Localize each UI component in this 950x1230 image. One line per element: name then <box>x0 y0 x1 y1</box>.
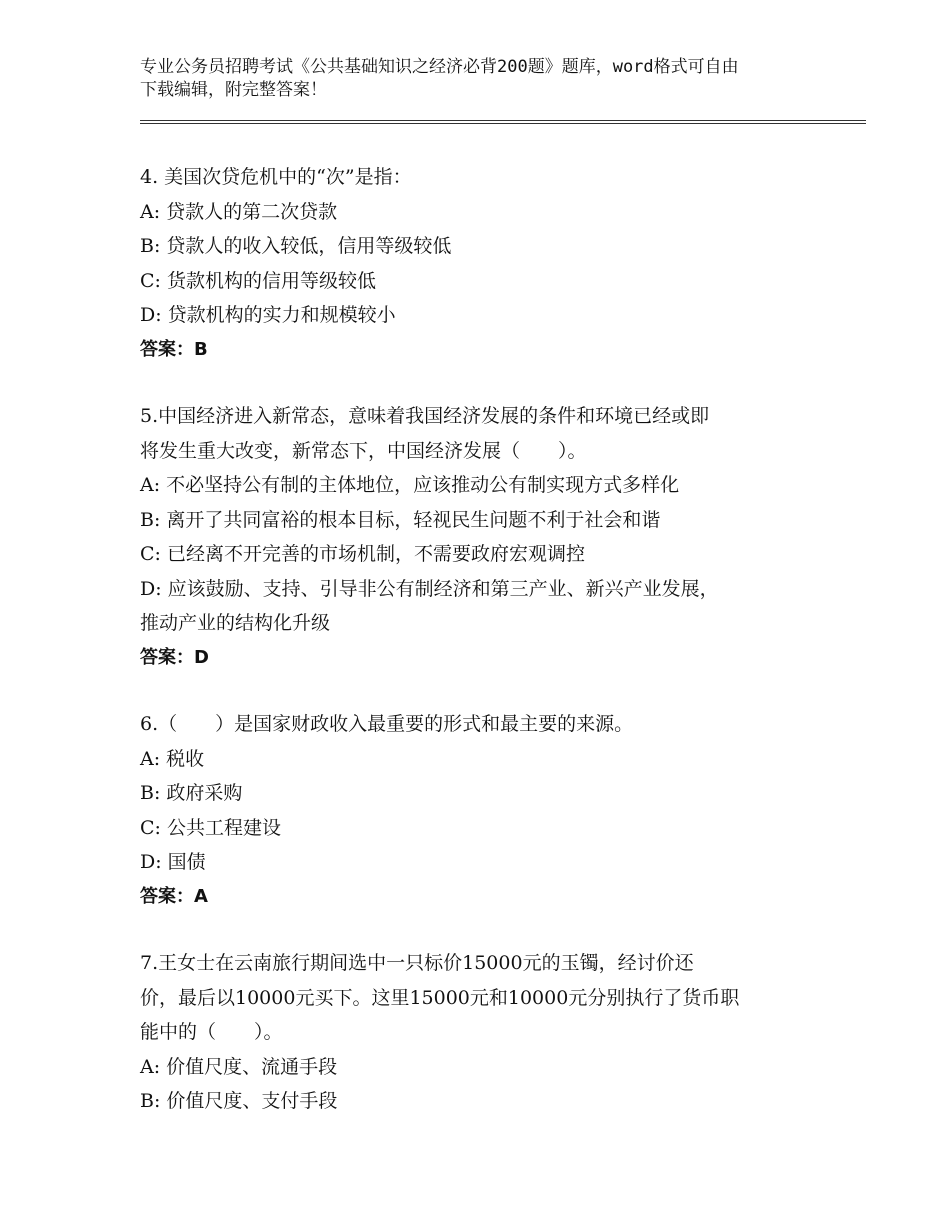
option-a: A: 不必坚持公有制的主体地位，应该推动公有制实现方式多样化 <box>140 474 680 496</box>
question-6 <box>140 707 840 914</box>
option-b: B: 政府采购 <box>140 782 243 804</box>
option-a: A: 贷款人的第二次贷款 <box>140 200 338 223</box>
question-5 <box>140 399 840 675</box>
option-c: C: 已经离不开完善的市场机制，不需要政府宏观调控 <box>140 543 585 565</box>
option-b: B: 离开了共同富裕的根本目标，轻视民生问题不利于社会和谐 <box>140 508 661 531</box>
question-stem-cont: 将发生重大改变，新常态下，中国经济发展（ ）。 <box>140 439 587 462</box>
option-b: B: 贷款人的收入较低，信用等级较低 <box>140 235 452 257</box>
option-d-cont: 推动产业的结构化升级 <box>140 612 331 634</box>
option-a: A: 价值尺度、流通手段 <box>140 1055 338 1078</box>
option-b: B: 价值尺度、支付手段 <box>140 1090 338 1112</box>
header-divider <box>140 120 866 124</box>
option-d: D: 贷款机构的实力和规模较小 <box>140 304 396 326</box>
document-header: 专业公务员招聘考试《公共基础知识之经济必背200题》题库，word格式可自由 下载编辑，附完整答案！ <box>140 57 739 100</box>
question-list <box>140 160 840 1151</box>
question-stem: 6.（ ）是国家财政收入最重要的形式和最主要的来源。 <box>140 713 634 735</box>
option-d: D: 应该鼓励、支持、引导非公有制经济和第三产业、新兴产业发展， <box>140 577 719 600</box>
question-7 <box>140 946 840 1119</box>
option-a: A: 税收 <box>140 747 205 770</box>
question-stem: 5.中国经济进入新常态，意味着我国经济发展的条件和环境已经或即 <box>140 405 710 427</box>
answer-label: 答案：A <box>140 885 208 907</box>
question-stem: 7.王女士在云南旅行期间选中一只标价15000元的玉镯，经讨价还 <box>140 952 694 974</box>
answer-label: 答案：B <box>140 338 208 360</box>
answer-label: 答案：D <box>140 646 209 668</box>
question-stem: 4. 美国次贷危机中的“次”是指： <box>140 166 412 188</box>
question-4 <box>140 160 840 367</box>
question-stem-cont: 价，最后以10000元买下。这里15000元和10000元分别执行了货币职 <box>140 986 740 1009</box>
question-stem-cont: 能中的（ ）。 <box>140 1021 283 1043</box>
option-d: D: 国债 <box>140 851 206 873</box>
option-c: C: 货款机构的信用等级较低 <box>140 269 376 292</box>
option-c: C: 公共工程建设 <box>140 816 281 839</box>
